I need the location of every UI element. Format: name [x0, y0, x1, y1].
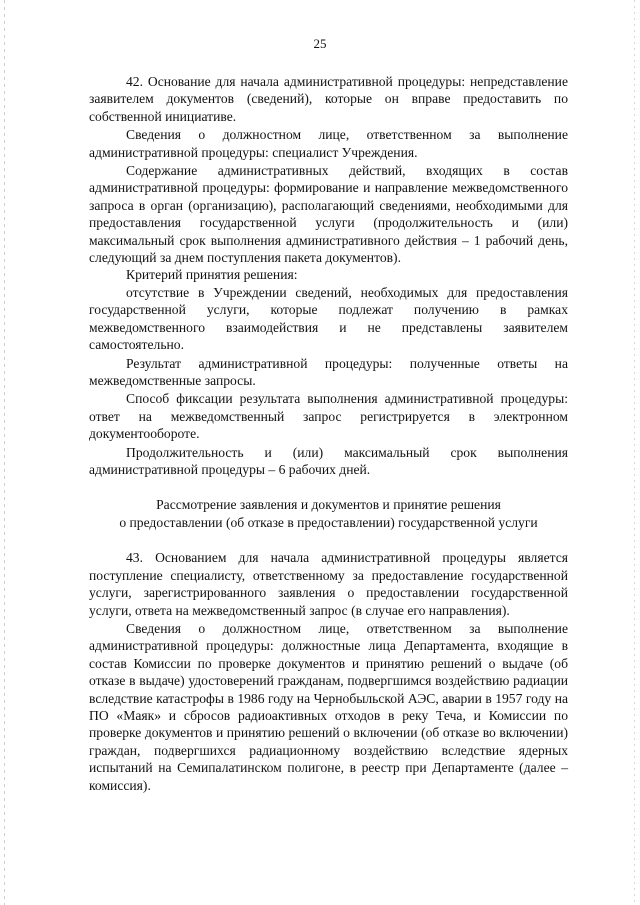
paragraph-42-result: Результат административной процедуры: полученные ответы на межведомственные запросы. [89, 355, 568, 388]
paragraph-43-responsible: Сведения о должностном лице, ответственном за выполнение административной процедуры: должностные лица Департамента, входящие в состав Комиссии по проверке документов и принятию решений о выдаче (об отказе в выдаче) удостоверений гражданам, подвергшимся воздействию радиации вследствие катастрофы в 1986 году на Чернобыльской АЭС, аварии в 1957 году на ПО «Маяк» и сбросов радиоактивных отходов в реку Теча, и Комиссии по проверке документов и принятию решений о включении (об отказе во включении) граждан, подвергшихся радиационному воздействию вследствие ядерных испытаний на Семипалатинском полигоне, в реестр при Департаменте (далее – комиссия). [89, 620, 568, 793]
document-body [89, 73, 568, 794]
paragraph-42-duration: Продолжительность и (или) максимальный срок выполнения административной процедуры – 6 рабочих дней. [89, 444, 568, 477]
scan-edge-right [634, 0, 635, 905]
scan-edge-left [4, 0, 5, 905]
paragraph-42-fixation: Способ фиксации результата выполнения административной процедуры: ответ на межведомственный запрос регистрируется в электронном документообороте. [89, 391, 568, 442]
page-number: 25 [313, 36, 327, 51]
paragraph-42-criterion-detail: отсутствие в Учреждении сведений, необходимых для предоставления государственной услуги, которые подлежат получению в рамках межведомственного взаимодействия и не представлены заявителем самостоятельно. [89, 284, 568, 353]
paragraph-43-basis: 43. Основанием для начала административной процедуры является поступление специалисту, ответственному за предоставление государственной услуги, зарегистрированного заявления о предоставлении государственной услуги, ответа на межведомственный запрос (в случае его направления). [89, 550, 568, 618]
paragraph-42-criterion: Критерий принятия решения: [126, 267, 298, 283]
section-heading [89, 496, 568, 532]
paragraph-42-content: Содержание административных действий, входящих в состав административной процедуры: формирование и направление межведомственного запроса в орган (организацию), располагающий сведениями, необходимыми для предоставления государственной услуги (продолжительность и (или) максимальный срок выполнения административного действия – 1 рабочий день, следующий за днем поступления пакета документов). [89, 163, 568, 266]
section-heading-line-1: Рассмотрение заявления и документов и принятие решения [156, 497, 501, 513]
paragraph-42-basis: 42. Основание для начала административной процедуры: непредставление заявителем документов (сведений), которые он вправе предоставить по собственной инициативе. [89, 74, 568, 124]
section-heading-line-2: о предоставлении (об отказе в предоставлении) государственной услуги [119, 515, 538, 531]
paragraph-42-responsible: Сведения о должностном лице, ответственном за выполнение административной процедуры: специалист Учреждения. [89, 127, 568, 160]
